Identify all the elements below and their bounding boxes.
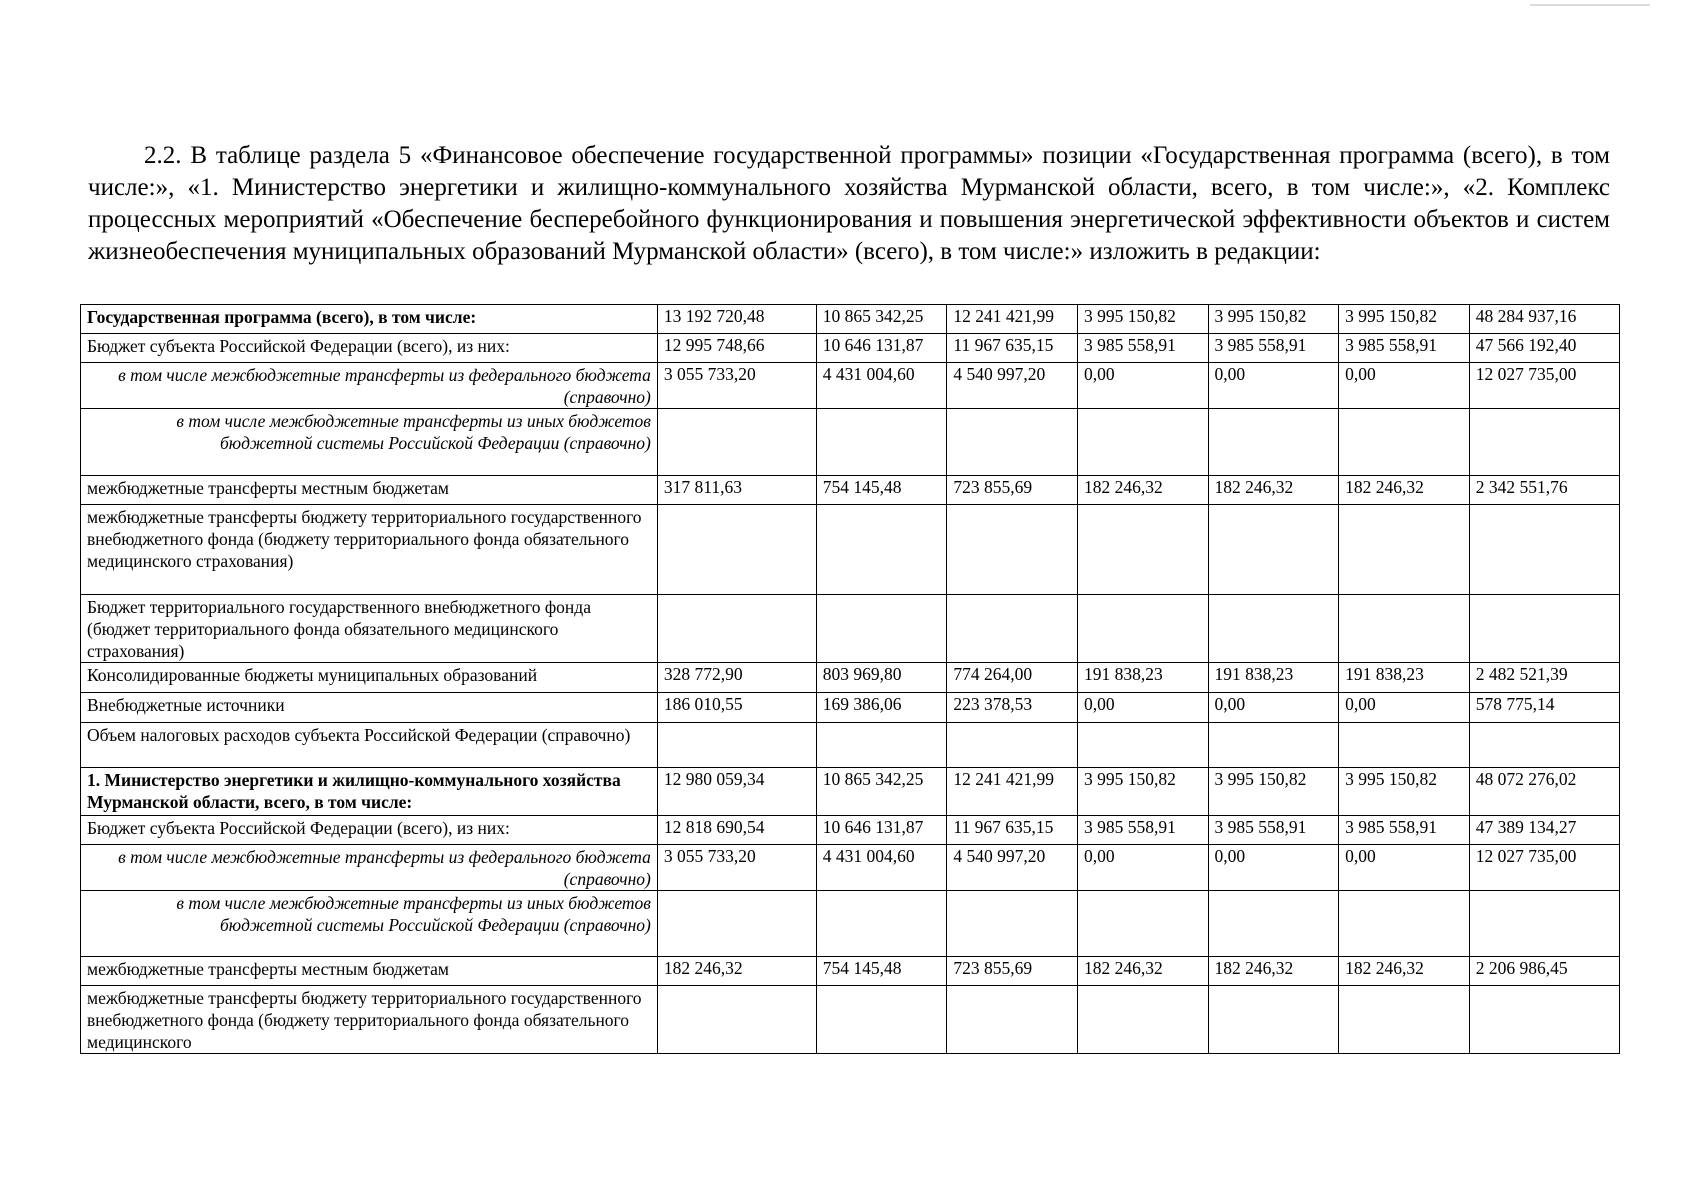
value-cell: 3 995 150,82 bbox=[1339, 768, 1470, 816]
value-cell bbox=[947, 891, 1078, 957]
value-cell bbox=[1077, 723, 1208, 768]
value-cell: 191 838,23 bbox=[1077, 663, 1208, 693]
value-cell bbox=[1077, 891, 1208, 957]
value-cell: 12 818 690,54 bbox=[657, 816, 816, 845]
value-cell bbox=[1208, 409, 1339, 476]
finance-table-body bbox=[81, 305, 1620, 1054]
row-label: Бюджет территориального государственного внебюджетного фонда (бюджет территориального фонда обязательного медицинского страхования) bbox=[81, 595, 658, 663]
value-cell: 3 995 150,82 bbox=[1208, 305, 1339, 334]
value-cell: 3 985 558,91 bbox=[1339, 334, 1470, 363]
table-row bbox=[81, 409, 1620, 476]
value-cell bbox=[1077, 595, 1208, 663]
value-cell: 48 284 937,16 bbox=[1469, 305, 1619, 334]
value-cell bbox=[657, 595, 816, 663]
value-cell: 12 241 421,99 bbox=[947, 305, 1078, 334]
value-cell: 12 980 059,34 bbox=[657, 768, 816, 816]
table-row bbox=[81, 363, 1620, 409]
value-cell bbox=[1469, 595, 1619, 663]
value-cell: 182 246,32 bbox=[1208, 957, 1339, 986]
table-row bbox=[81, 334, 1620, 363]
finance-table bbox=[80, 304, 1620, 1054]
value-cell: 182 246,32 bbox=[1077, 957, 1208, 986]
table-row bbox=[81, 891, 1620, 957]
table-row bbox=[81, 845, 1620, 891]
table-row bbox=[81, 305, 1620, 334]
table-row bbox=[81, 505, 1620, 595]
value-cell: 0,00 bbox=[1077, 845, 1208, 891]
row-label: межбюджетные трансферты бюджету территориального государственного внебюджетного фонда (бюджету территориального фонда обязательного медицинского страхования) bbox=[81, 505, 658, 595]
value-cell: 803 969,80 bbox=[816, 663, 947, 693]
value-cell bbox=[1339, 409, 1470, 476]
value-cell: 0,00 bbox=[1339, 693, 1470, 723]
value-cell bbox=[1339, 595, 1470, 663]
value-cell bbox=[1469, 409, 1619, 476]
table-row bbox=[81, 693, 1620, 723]
value-cell: 754 145,48 bbox=[816, 957, 947, 986]
value-cell bbox=[1469, 505, 1619, 595]
value-cell: 10 646 131,87 bbox=[816, 334, 947, 363]
value-cell: 578 775,14 bbox=[1469, 693, 1619, 723]
value-cell bbox=[947, 505, 1078, 595]
value-cell: 47 566 192,40 bbox=[1469, 334, 1619, 363]
value-cell: 4 540 997,20 bbox=[947, 845, 1078, 891]
value-cell bbox=[1339, 986, 1470, 1054]
value-cell bbox=[657, 505, 816, 595]
value-cell: 12 027 735,00 bbox=[1469, 363, 1619, 409]
value-cell bbox=[816, 409, 947, 476]
value-cell: 3 055 733,20 bbox=[657, 363, 816, 409]
value-cell: 12 995 748,66 bbox=[657, 334, 816, 363]
row-label: Бюджет субъекта Российской Федерации (всего), из них: bbox=[81, 334, 658, 363]
value-cell: 2 342 551,76 bbox=[1469, 476, 1619, 505]
value-cell bbox=[1208, 723, 1339, 768]
value-cell: 182 246,32 bbox=[657, 957, 816, 986]
value-cell: 3 985 558,91 bbox=[1077, 816, 1208, 845]
value-cell: 12 241 421,99 bbox=[947, 768, 1078, 816]
value-cell: 3 995 150,82 bbox=[1077, 768, 1208, 816]
value-cell: 2 482 521,39 bbox=[1469, 663, 1619, 693]
value-cell: 4 431 004,60 bbox=[816, 845, 947, 891]
value-cell: 3 985 558,91 bbox=[1208, 334, 1339, 363]
value-cell: 723 855,69 bbox=[947, 957, 1078, 986]
row-label: межбюджетные трансферты местным бюджетам bbox=[81, 476, 658, 505]
value-cell bbox=[1208, 891, 1339, 957]
table-row bbox=[81, 723, 1620, 768]
row-label: Внебюджетные источники bbox=[81, 693, 658, 723]
row-label: Консолидированные бюджеты муниципальных образований bbox=[81, 663, 658, 693]
value-cell: 3 995 150,82 bbox=[1077, 305, 1208, 334]
value-cell bbox=[1469, 891, 1619, 957]
value-cell: 0,00 bbox=[1339, 363, 1470, 409]
value-cell bbox=[947, 723, 1078, 768]
page-edge-mark bbox=[1530, 4, 1650, 6]
value-cell bbox=[1077, 986, 1208, 1054]
value-cell: 182 246,32 bbox=[1208, 476, 1339, 505]
table-row bbox=[81, 957, 1620, 986]
value-cell bbox=[1208, 505, 1339, 595]
value-cell bbox=[657, 986, 816, 1054]
value-cell: 223 378,53 bbox=[947, 693, 1078, 723]
value-cell bbox=[657, 723, 816, 768]
value-cell: 754 145,48 bbox=[816, 476, 947, 505]
value-cell bbox=[1339, 723, 1470, 768]
value-cell: 328 772,90 bbox=[657, 663, 816, 693]
value-cell bbox=[1077, 505, 1208, 595]
table-row bbox=[81, 476, 1620, 505]
value-cell: 10 865 342,25 bbox=[816, 305, 947, 334]
value-cell: 0,00 bbox=[1208, 845, 1339, 891]
value-cell bbox=[657, 409, 816, 476]
intro-paragraph: 2.2. В таблице раздела 5 «Финансовое обеспечение государственной программы» позиции «Государственная программа (всего), в том числе:», «1. Министерство энергетики и жилищно-коммунального хозяйства Мурманской области, всего, в том числе:», «2. Комплекс процессных мероприятий «Обеспечение бесперебойного функционирования и повышения энергетической эффективности объектов и систем жизнеобеспечения муниципальных образований Мурманской области» (всего), в том числе:» изложить в редакции: bbox=[88, 142, 1610, 265]
value-cell: 0,00 bbox=[1208, 693, 1339, 723]
row-label: 1. Министерство энергетики и жилищно-коммунального хозяйства Мурманской области, всего, в том числе: bbox=[81, 768, 658, 816]
value-cell: 0,00 bbox=[1339, 845, 1470, 891]
value-cell: 182 246,32 bbox=[1339, 476, 1470, 505]
value-cell: 3 985 558,91 bbox=[1208, 816, 1339, 845]
table-row bbox=[81, 768, 1620, 816]
value-cell: 186 010,55 bbox=[657, 693, 816, 723]
value-cell: 4 540 997,20 bbox=[947, 363, 1078, 409]
value-cell: 0,00 bbox=[1208, 363, 1339, 409]
value-cell: 12 027 735,00 bbox=[1469, 845, 1619, 891]
row-label: Объем налоговых расходов субъекта Российской Федерации (справочно) bbox=[81, 723, 658, 768]
row-label: межбюджетные трансферты местным бюджетам bbox=[81, 957, 658, 986]
row-label: в том числе межбюджетные трансферты из иных бюджетов бюджетной системы Российской Федерации (справочно) bbox=[81, 409, 658, 476]
value-cell bbox=[657, 891, 816, 957]
value-cell bbox=[1339, 891, 1470, 957]
table-row bbox=[81, 663, 1620, 693]
value-cell: 169 386,06 bbox=[816, 693, 947, 723]
value-cell: 4 431 004,60 bbox=[816, 363, 947, 409]
table-row bbox=[81, 816, 1620, 845]
value-cell: 48 072 276,02 bbox=[1469, 768, 1619, 816]
value-cell: 3 985 558,91 bbox=[1077, 334, 1208, 363]
value-cell bbox=[816, 891, 947, 957]
value-cell: 3 985 558,91 bbox=[1339, 816, 1470, 845]
value-cell: 3 055 733,20 bbox=[657, 845, 816, 891]
value-cell: 10 646 131,87 bbox=[816, 816, 947, 845]
value-cell bbox=[947, 595, 1078, 663]
row-label: Бюджет субъекта Российской Федерации (всего), из них: bbox=[81, 816, 658, 845]
value-cell: 0,00 bbox=[1077, 693, 1208, 723]
value-cell: 3 995 150,82 bbox=[1208, 768, 1339, 816]
value-cell: 3 995 150,82 bbox=[1339, 305, 1470, 334]
value-cell: 11 967 635,15 bbox=[947, 334, 1078, 363]
value-cell: 317 811,63 bbox=[657, 476, 816, 505]
value-cell bbox=[1208, 595, 1339, 663]
value-cell: 10 865 342,25 bbox=[816, 768, 947, 816]
value-cell: 2 206 986,45 bbox=[1469, 957, 1619, 986]
value-cell: 182 246,32 bbox=[1077, 476, 1208, 505]
row-label: в том числе межбюджетные трансферты из федерального бюджета (справочно) bbox=[81, 363, 658, 409]
row-label: межбюджетные трансферты бюджету территориального государственного внебюджетного фонда (бюджету территориального фонда обязательного медицинского bbox=[81, 986, 658, 1054]
value-cell bbox=[816, 595, 947, 663]
row-label: в том числе межбюджетные трансферты из федерального бюджета (справочно) bbox=[81, 845, 658, 891]
value-cell bbox=[1469, 986, 1619, 1054]
value-cell: 191 838,23 bbox=[1208, 663, 1339, 693]
value-cell: 11 967 635,15 bbox=[947, 816, 1078, 845]
table-row bbox=[81, 986, 1620, 1054]
value-cell: 774 264,00 bbox=[947, 663, 1078, 693]
value-cell: 191 838,23 bbox=[1339, 663, 1470, 693]
value-cell bbox=[816, 505, 947, 595]
value-cell: 0,00 bbox=[1077, 363, 1208, 409]
value-cell bbox=[947, 986, 1078, 1054]
value-cell: 47 389 134,27 bbox=[1469, 816, 1619, 845]
value-cell bbox=[1077, 409, 1208, 476]
value-cell: 723 855,69 bbox=[947, 476, 1078, 505]
value-cell: 182 246,32 bbox=[1339, 957, 1470, 986]
value-cell bbox=[1339, 505, 1470, 595]
value-cell bbox=[1208, 986, 1339, 1054]
value-cell bbox=[1469, 723, 1619, 768]
value-cell bbox=[816, 723, 947, 768]
row-label: Государственная программа (всего), в том числе: bbox=[81, 305, 658, 334]
value-cell bbox=[816, 986, 947, 1054]
table-row bbox=[81, 595, 1620, 663]
value-cell: 13 192 720,48 bbox=[657, 305, 816, 334]
row-label: в том числе межбюджетные трансферты из иных бюджетов бюджетной системы Российской Федерации (справочно) bbox=[81, 891, 658, 957]
value-cell bbox=[947, 409, 1078, 476]
